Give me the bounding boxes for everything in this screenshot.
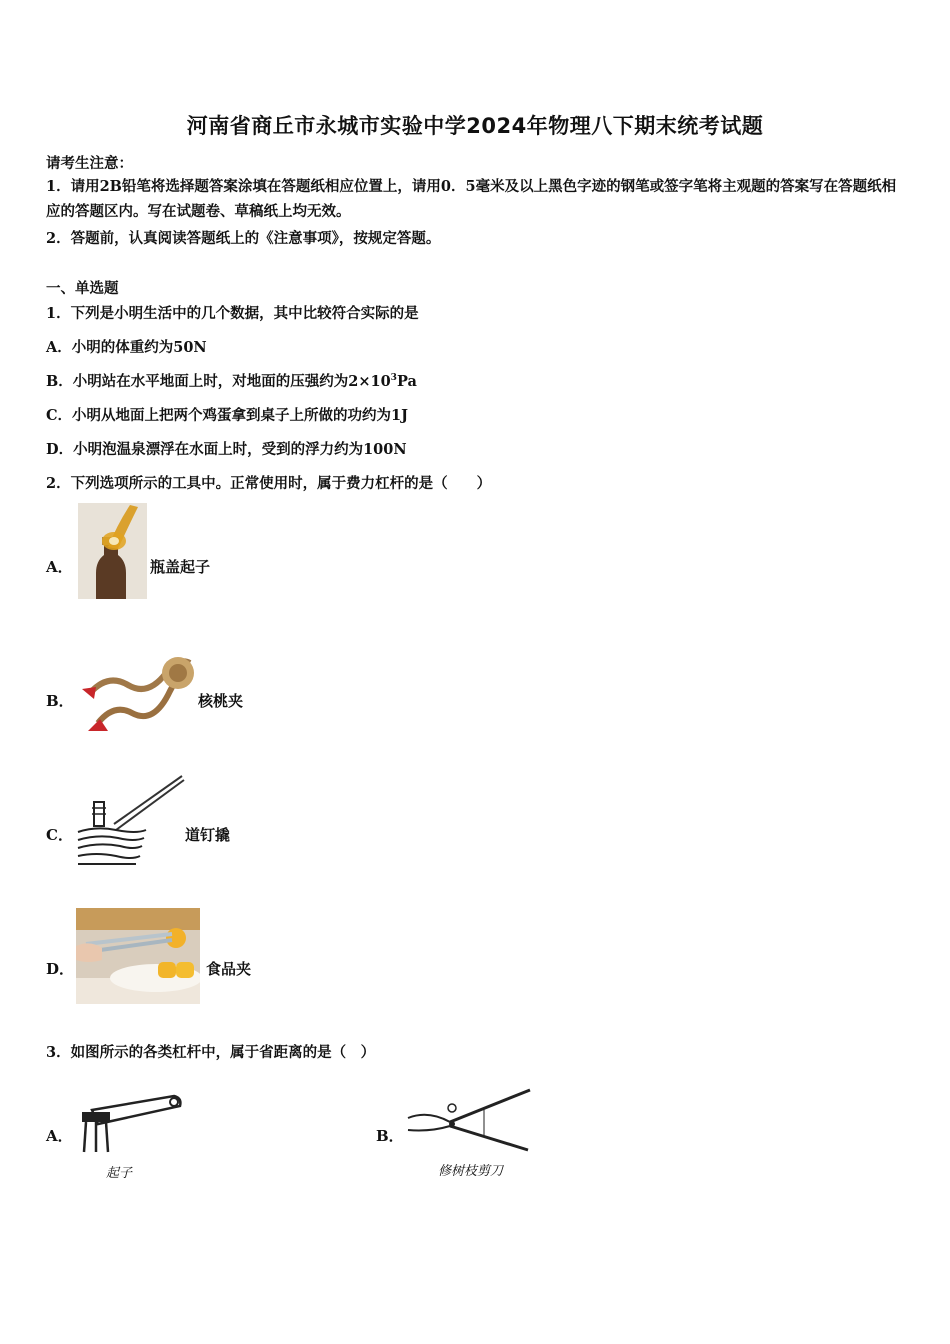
section-heading: 一、单选题: [46, 280, 119, 297]
page-title: 河南省商丘市永城市实验中学2024年物理八下期末统考试题: [186, 114, 764, 138]
q2-option-c-label: C．: [46, 826, 73, 844]
q2-option-b-caption: 核桃夹: [198, 692, 244, 710]
q2-option-c-caption: 道钉撬: [185, 826, 231, 844]
q2-option-d-label: D．: [46, 960, 75, 978]
q1-option-c: C．小明从地面上把两个鸡蛋拿到桌子上所做的功约为1J: [46, 407, 408, 424]
q1-option-a: A．小明的体重约为50N: [46, 339, 207, 356]
q1-stem: 1．下列是小明生活中的几个数据，其中比较符合实际的是: [46, 305, 419, 322]
food-tongs-photo: [76, 908, 200, 1004]
pruning-shears-drawing: [404, 1086, 532, 1156]
q3-option-a-caption: 起子: [106, 1166, 133, 1181]
q3-option-b-label: B．: [376, 1127, 404, 1145]
notice-item-2: 2．答题前，认真阅读答题纸上的《注意事项》，按规定答题。: [46, 230, 441, 247]
q3-option-b-caption: 修树枝剪刀: [438, 1164, 504, 1179]
q2-option-a-label: A．: [46, 558, 73, 576]
nutcracker-photo: [78, 643, 198, 733]
q1-option-d: D．小明泡温泉漂浮在水面上时，受到的浮力约为100N: [46, 441, 407, 458]
q3-option-a-label: A．: [46, 1127, 73, 1145]
notice-item-1: 1．请用2B铅笔将选择题答案涂填在答题纸相应位置上，请用0．5毫米及以上黑色字迹的钢笔或签字笔将主观题的答案写在答题纸相应的答题区内。写在试题卷、草稿纸上均无效。: [46, 178, 897, 220]
bottle-opener-drawing: [78, 1090, 184, 1154]
bottle-opener-photo: [78, 503, 147, 599]
q2-option-b-label: B．: [46, 692, 74, 710]
q2-option-a-caption: 瓶盖起子: [150, 558, 211, 576]
notice-heading: 请考生注意：: [46, 155, 133, 172]
spike-puller-drawing: [76, 772, 186, 868]
q2-stem: 2．下列选项所示的工具中。正常使用时，属于费力杠杆的是（ ）: [46, 475, 492, 492]
q2-option-d-caption: 食品夹: [206, 960, 252, 978]
q3-stem: 3．如图所示的各类杠杆中，属于省距离的是（ ）: [46, 1044, 376, 1061]
q1-option-b: B．小明站在水平地面上时，对地面的压强约为$2\times 10^3Pa$: [46, 373, 417, 390]
